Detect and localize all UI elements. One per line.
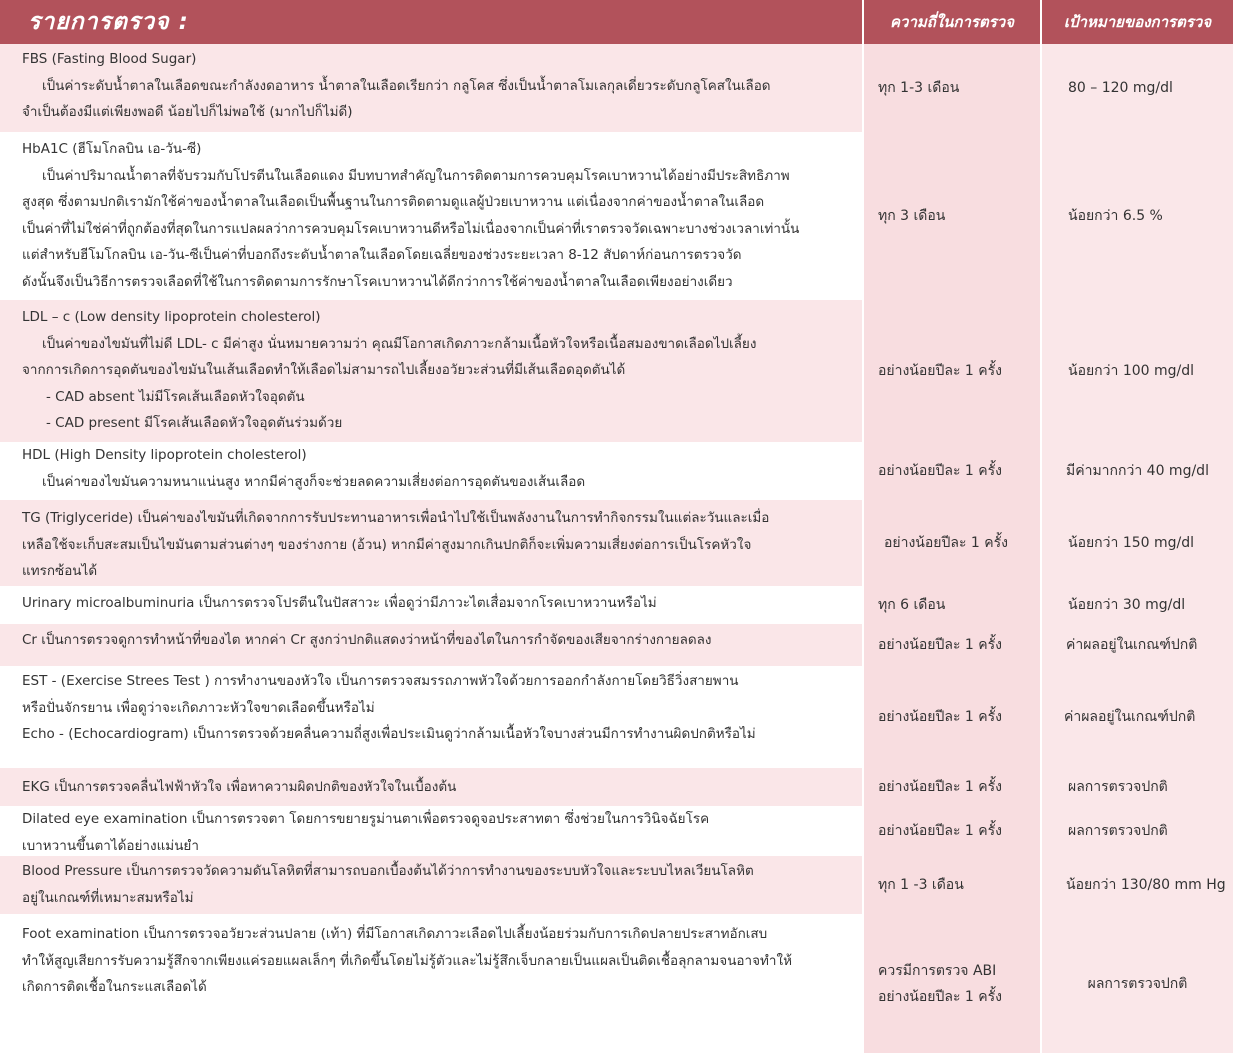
- row-frequency: ทุก 3 เดือน: [864, 132, 1040, 300]
- row-text: Blood Pressure เป็นการตรวจวัดความดันโลหิตที่สามารถบอกเบื้องต้นได้ว่าการทำงานของระบบหัวใจและระบบไหลเวียนโลหิต: [22, 863, 754, 879]
- row-target: มีค่ามากกว่า 40 mg/dl: [1042, 442, 1233, 500]
- table-row: [0, 768, 1233, 806]
- row-text: เป็นค่าของไขมันที่ไม่ดี LDL- c มีค่าสูง นั่นหมายความว่า คุณมีโอกาสเกิดภาวะกล้ามเนื้อหัวใจหรือเนื้อสมองขาดเลือดไปเลี้ยง: [42, 335, 757, 352]
- row-frequency: อย่างน้อยปีละ 1 ครั้ง: [864, 624, 1040, 666]
- row-frequency: อย่างน้อยปีละ 1 ครั้ง: [864, 666, 1040, 768]
- row-target: ค่าผลอยู่ในเกณฑ์ปกติ: [1042, 666, 1233, 768]
- row-target: น้อยกว่า 150 mg/dl: [1042, 500, 1233, 586]
- row-text: เบาหวานขึ้นตาได้อย่างแม่นยำ: [22, 837, 199, 854]
- table-row: [0, 300, 1233, 442]
- frequency-line: อย่างน้อยปีละ 1 ครั้ง: [878, 988, 1003, 1005]
- row-target: ผลการตรวจปกติ: [1042, 914, 1233, 1053]
- row-description: [0, 500, 862, 586]
- row-frequency: ทุก 6 เดือน: [864, 586, 1040, 624]
- row-description: [0, 44, 862, 132]
- row-target: น้อยกว่า 130/80 mm Hg: [1042, 856, 1233, 914]
- row-target: น้อยกว่า 6.5 %: [1042, 132, 1233, 300]
- table-row: [0, 586, 1233, 624]
- row-text: หรือปั่นจักรยาน เพื่อดูว่าจะเกิดภาวะหัวใจขาดเลือดขึ้นหรือไม่: [22, 699, 375, 716]
- row-frequency: [864, 914, 1040, 1053]
- row-text: EST - (Exercise Strees Test ) การทำงานของหัวใจ เป็นการตรวจสมรรถภาพหัวใจด้วยการออกกำลังกายโดยวิธีวิ่งสายพาน: [22, 673, 739, 689]
- row-title: HbA1C (ฮีโมโกลบิน เอ-วัน-ซี): [22, 141, 202, 157]
- row-text: ดังนั้นจึงเป็นวิธีการตรวจเลือดที่ใช้ในการติดตามการรักษาโรคเบาหวานได้ดีกว่าการใช้ค่าของน้ำตาลในเลือดเพียงอย่างเดียว: [22, 273, 733, 290]
- row-text: เป็นค่าปริมาณน้ำตาลที่จับรวมกับโปรตีนในเลือดแดง มีบทบาทสำคัญในการติดตามการควบคุมโรคเบาหวานได้อย่างมีประสิทธิภาพ: [42, 167, 790, 184]
- row-text: Foot examination เป็นการตรวจอวัยวะส่วนปลาย (เท้า) ที่มีโอกาสเกิดภาวะเลือดไปเลี้ยงน้อยร่วมกับการเกิดปลายประสาทอักเสบ: [22, 926, 768, 942]
- row-frequency: อย่างน้อยปีละ 1 ครั้ง: [864, 806, 1040, 856]
- row-text: เหลือใช้จะเก็บสะสมเป็นไขมันตามส่วนต่างๆ ของร่างกาย (อ้วน) หากมีค่าสูงมากเกินปกติก็จะเพิ่มความเสี่ยงต่อการเป็นโรคหัวใจ: [22, 536, 752, 553]
- table-header: [0, 0, 1233, 44]
- row-title: FBS (Fasting Blood Sugar): [22, 51, 197, 67]
- table-row: [0, 856, 1233, 914]
- row-description: [0, 624, 862, 666]
- table-row: [0, 442, 1233, 500]
- header-title: รายการตรวจ :: [0, 0, 862, 44]
- table-row: [0, 624, 1233, 666]
- row-text: สูงสุด ซึ่งตามปกติเรามักใช้ค่าของน้ำตาลในเลือดเป็นพื้นฐานในการติดตามดูแลผู้ป่วยเบาหวาน แต่เนื่องจากค่าของน้ำตาลในเลือด: [22, 194, 765, 210]
- row-target: ผลการตรวจปกติ: [1042, 806, 1233, 856]
- row-description: [0, 586, 862, 624]
- table-row: [0, 666, 1233, 768]
- row-bullet: - CAD present มีโรคเส้นเลือดหัวใจอุดตันร่วมด้วย: [46, 415, 343, 431]
- row-description: [0, 666, 862, 768]
- header-target: เป้าหมายของการตรวจ: [1042, 0, 1233, 44]
- row-text: ทำให้สูญเสียการรับความรู้สึกจากเพียงแค่รอยแผลเล็กๆ ที่เกิดขึ้นโดยไม่รู้ตัวและไม่รู้สึกเจ็บกลายเป็นแผลเป็นติดเชื้อลุกลามจนอาจทำให้: [22, 952, 792, 969]
- row-bullet: - CAD absent ไม่มีโรคเส้นเลือดหัวใจอุดตัน: [46, 388, 305, 405]
- row-text: TG (Triglyceride) เป็นค่าของไขมันที่เกิดจากการรับประทานอาหารเพื่อนำไปใช้เป็นพลังงานในการทำกิจกรรมในแต่ละวันและเมื่อ: [22, 510, 770, 526]
- row-title: LDL – c (Low density lipoprotein cholesterol): [22, 309, 321, 325]
- row-text: แต่สำหรับฮีโมโกลบิน เอ-วัน-ซีเป็นค่าที่บอกถึงระดับน้ำตาลในเลือดโดยเฉลี่ยของช่วงระยะเวลา 8-12 สัปดาห์ก่อนการตรวจวัด: [22, 247, 742, 263]
- row-frequency: อย่างน้อยปีละ 1 ครั้ง: [864, 442, 1040, 500]
- row-target: น้อยกว่า 30 mg/dl: [1042, 586, 1233, 624]
- table-row: [0, 500, 1233, 586]
- header-frequency: ความถี่ในการตรวจ: [864, 0, 1040, 44]
- row-target: น้อยกว่า 100 mg/dl: [1042, 300, 1233, 442]
- row-text: อยู่ในเกณฑ์ที่เหมาะสมหรือไม่: [22, 889, 194, 906]
- row-text: เป็นค่าระดับน้ำตาลในเลือดขณะกำลังงดอาหาร น้ำตาลในเลือดเรียกว่า กลูโคส ซึ่งเป็นน้ำตาลโมเลกุลเดี่ยวระดับกลูโคสในเลือด: [42, 77, 771, 94]
- row-text: เป็นค่าของไขมันความหนาแน่นสูง หากมีค่าสูงก็จะช่วยลดความเสี่ยงต่อการอุดตันของเส้นเลือด: [42, 473, 586, 490]
- row-frequency: ทุก 1 -3 เดือน: [864, 856, 1040, 914]
- row-frequency: อย่างน้อยปีละ 1 ครั้ง: [864, 300, 1040, 442]
- row-text: Cr เป็นการตรวจดูการทำหน้าที่ของไต หากค่า Cr สูงกว่าปกติแสดงว่าหน้าที่ของไตในการกำจัดของเสียจากร่างกายลดลง: [22, 632, 712, 648]
- table-row: [0, 914, 1233, 1053]
- row-title: HDL (High Density lipoprotein cholesterol): [22, 447, 307, 463]
- row-text: Dilated eye examination เป็นการตรวจตา โดยการขยายรูม่านตาเพื่อตรวจดูจอประสาทตา ซึ่งช่วยในการวินิจฉัยโรค: [22, 811, 710, 827]
- row-description: [0, 806, 862, 856]
- frequency-line: ควรมีการตรวจ ABI: [878, 962, 997, 979]
- row-text: จำเป็นต้องมีแต่เพียงพอดี น้อยไปก็ไม่พอใช้ (มากไปก็ไม่ดี): [22, 104, 353, 120]
- row-description: [0, 914, 862, 1053]
- row-target: ผลการตรวจปกติ: [1042, 768, 1233, 806]
- row-description: [0, 300, 862, 442]
- table-row: [0, 44, 1233, 132]
- row-text: Echo - (Echocardiogram) เป็นการตรวจด้วยคลื่นความถี่สูงเพื่อประเมินดูว่ากล้ามเนื้อหัวใจบางส่วนมีการทำงานผิดปกติหรือไม่: [22, 726, 756, 742]
- row-target: ค่าผลอยู่ในเกณฑ์ปกติ: [1042, 624, 1233, 666]
- row-description: [0, 768, 862, 806]
- row-frequency: อย่างน้อยปีละ 1 ครั้ง: [864, 768, 1040, 806]
- table-row: [0, 132, 1233, 300]
- row-text: EKG เป็นการตรวจคลื่นไฟฟ้าหัวใจ เพื่อหาความผิดปกติของหัวใจในเบื้องต้น: [22, 779, 457, 795]
- row-text: แทรกซ้อนได้: [22, 563, 98, 579]
- row-description: [0, 132, 862, 300]
- row-text: Urinary microalbuminuria เป็นการตรวจโปรตีนในปัสสาวะ เพื่อดูว่ามีภาวะไตเสื่อมจากโรคเบาหวานหรือไม่: [22, 595, 657, 611]
- row-frequency: ทุก 1-3 เดือน: [864, 44, 1040, 132]
- row-text: เกิดการติดเชื้อในกระแสเลือดได้: [22, 979, 207, 995]
- row-target: 80 – 120 mg/dl: [1042, 44, 1233, 132]
- table-row: [0, 806, 1233, 856]
- row-description: [0, 442, 862, 500]
- row-text: จากการเกิดการอุดตันของไขมันในเส้นเลือดทำให้เลือดไม่สามารถไปเลี้ยงอวัยวะส่วนที่มีเส้นเลือดอุดตันได้: [22, 362, 626, 378]
- row-frequency: อย่างน้อยปีละ 1 ครั้ง: [864, 500, 1040, 586]
- row-description: [0, 856, 862, 914]
- row-text: เป็นค่าที่ไม่ใช่ค่าที่ถูกต้องที่สุดในการแปลผลว่าการควบคุมโรคเบาหวานดีหรือไม่เนื่องจากเป็นค่าที่เราตรวจวัดเฉพาะบางช่วงเวลาเท่านั้น: [22, 220, 800, 237]
